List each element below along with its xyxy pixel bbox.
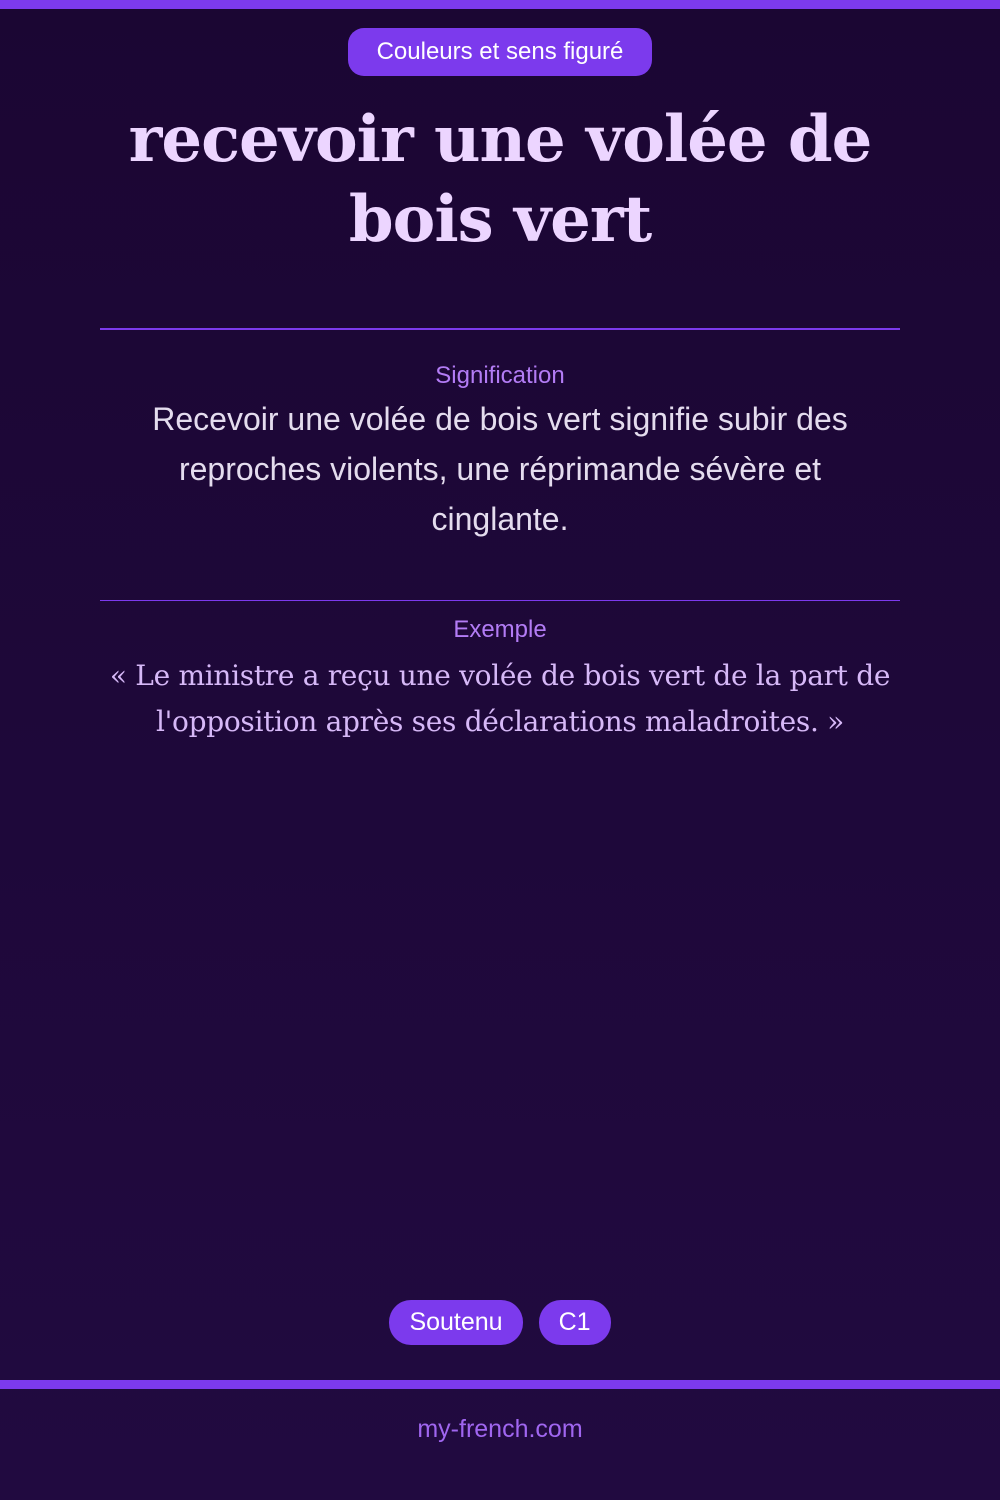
site-footer: my-french.com xyxy=(417,1415,583,1443)
category-badge: Couleurs et sens figuré xyxy=(348,28,652,76)
example-text: « Le ministre a reçu une volée de bois vert de la part de l'opposition après ses déclarations maladroites. » xyxy=(109,659,891,738)
meaning-text: Recevoir une volée de bois vert signifie subir des reproches violents, une réprimande sévère et cinglante. xyxy=(152,401,848,537)
example-label: Exemple xyxy=(453,616,547,643)
expression-title: recevoir une volée de bois vert xyxy=(128,102,872,257)
meaning-label: Signification xyxy=(435,362,565,389)
top-accent-bar xyxy=(0,0,1000,9)
divider xyxy=(100,328,900,330)
level-tag: C1 xyxy=(539,1300,611,1345)
divider xyxy=(100,600,900,601)
tag-list xyxy=(0,1300,1000,1345)
bottom-accent-bar xyxy=(0,1380,1000,1389)
register-tag: Soutenu xyxy=(389,1300,522,1345)
